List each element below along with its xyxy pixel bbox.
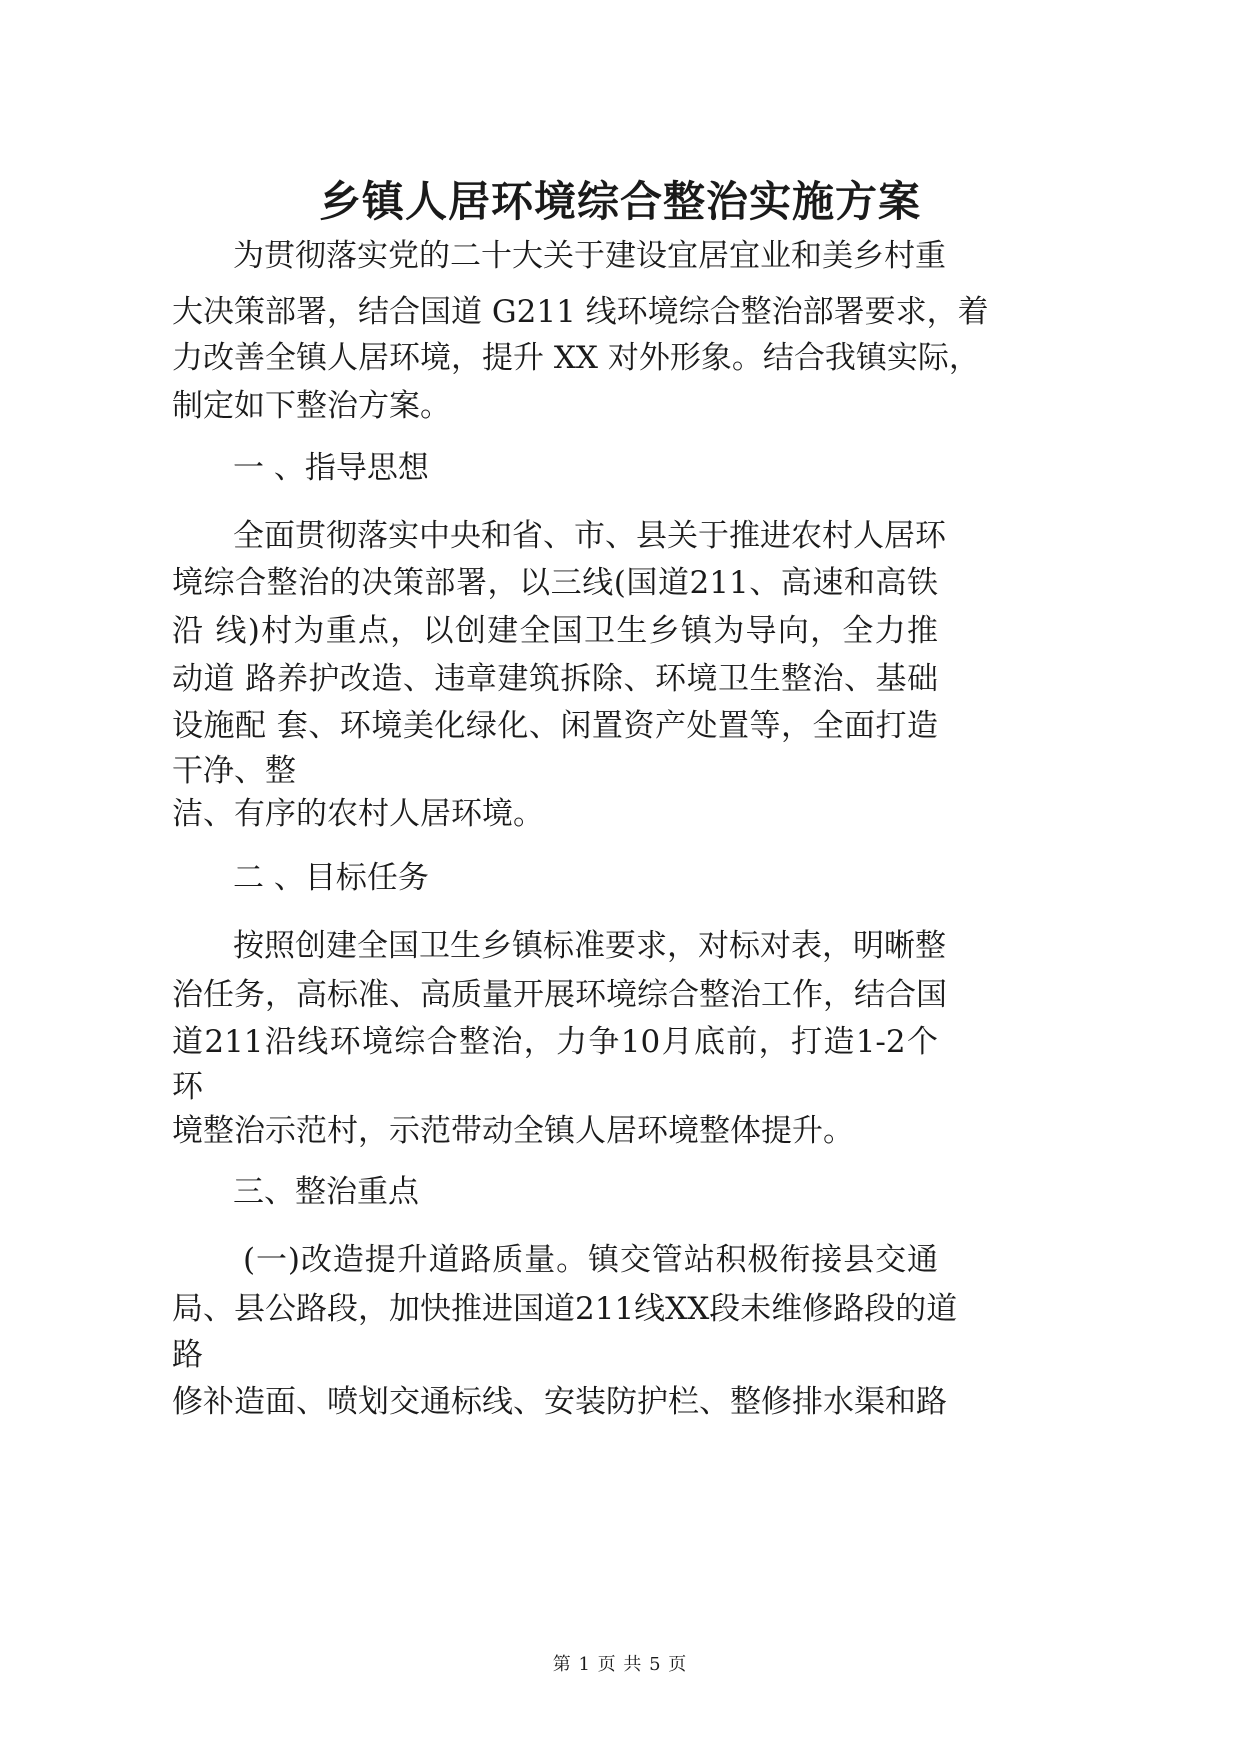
document-title: 乡镇人居环境综合整治实施方案: [318, 177, 921, 226]
section-heading: 二 、目标任务: [233, 860, 429, 896]
body-line: 境综合整治的决策部署，以三线(国道211、高速和高铁: [172, 565, 938, 601]
body-line: 道211沿线环境综合整治，力争10月底前，打造1-2个: [172, 1024, 938, 1060]
body-line: 动道 路养护改造、违章建筑拆除、环境卫生整治、基础: [172, 661, 938, 697]
page-indicator: 第 1 页 共 5 页: [552, 1654, 688, 1675]
body-line: 局、县公路段，加快推进国道211线XX段未维修路段的道: [172, 1291, 958, 1327]
body-line: 洁、有序的农村人居环境。: [172, 796, 544, 832]
body-line: 路: [172, 1337, 203, 1373]
body-line: 环: [172, 1069, 203, 1105]
body-line: 境整治示范村，示范带动全镇人居环境整体提升。: [172, 1113, 854, 1149]
body-line: 全面贯彻落实中央和省、市、县关于推进农村人居环: [233, 518, 946, 554]
body-line: 治任务，高标准、高质量开展环境综合整治工作，结合国: [172, 977, 947, 1013]
section-heading: 三、整治重点: [233, 1174, 419, 1210]
body-line: 修补造面、喷划交通标线、安装防护栏、整修排水渠和路: [172, 1384, 947, 1420]
body-line: (一)改造提升道路质量。镇交管站积极衔接县交通: [243, 1242, 938, 1278]
body-line: 大决策部署，结合国道 G211 线环境综合整治部署要求，着: [172, 294, 989, 330]
body-line: 力改善全镇人居环境，提升 XX 对外形象。结合我镇实际，: [172, 340, 980, 376]
body-line: 按照创建全国卫生乡镇标准要求，对标对表，明晰整: [233, 928, 946, 964]
body-line: 为贯彻落实党的二十大关于建设宜居宜业和美乡村重: [233, 238, 946, 274]
body-line: 制定如下整治方案。: [172, 388, 451, 424]
body-line: 沿 线)村为重点，以创建全国卫生乡镇为导向，全力推: [172, 613, 938, 649]
body-line: 设施配 套、环境美化绿化、闲置资产处置等，全面打造: [172, 708, 938, 744]
section-heading: 一 、指导思想: [233, 450, 429, 486]
body-line: 干净、整: [172, 753, 296, 789]
